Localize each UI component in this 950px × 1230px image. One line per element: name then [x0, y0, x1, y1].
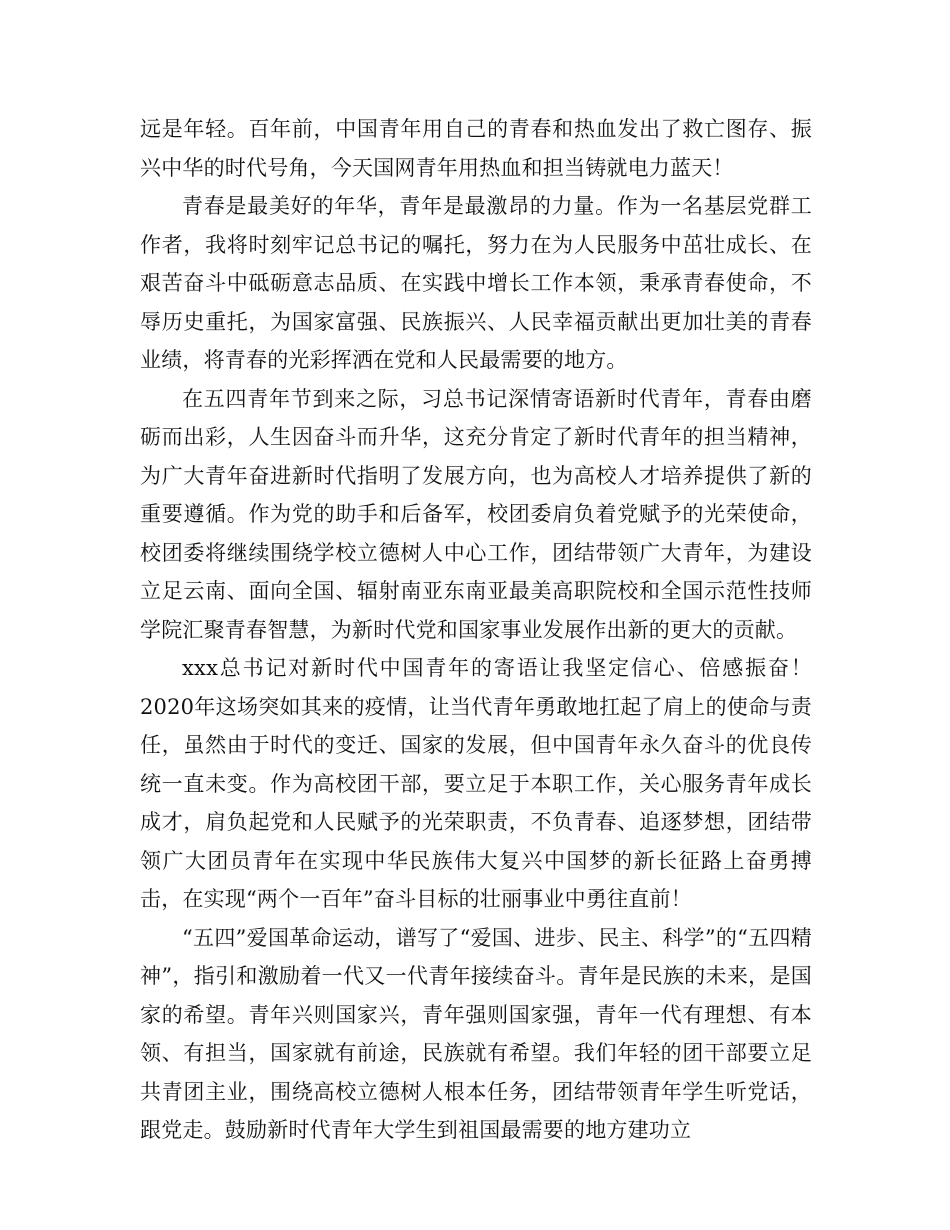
paragraph-5: “五四”爱国革命运动，谱写了“爱国、进步、民主、科学”的“五四精神”，指引和激励着一代又一代青年接续奋斗。青年是民族的未来，是国家的希望。青年兴则国家兴，青年强则国家强，青年一代有理想、有本领、有担当，国家就有前途，民族就有希望。我们年轻的团干部要立足共青团主业，围绕高校立德树人根本任务，团结带领青年学生听党话，跟党走。鼓励新时代青年大学生到祖国最需要的地方建功立: [140, 925, 812, 1142]
paragraph-4: xxx总书记对新时代中国青年的寄语让我坚定信心、倍感振奋！2020年这场突如其来的疫情，让当代青年勇敢地扛起了肩上的使命与责任，虽然由于时代的变迁、国家的发展，但中国青年永久奋斗的优良传统一直未变。作为高校团干部，要立足于本职工作，关心服务青年成长成才，肩负起党和人民赋予的光荣职责，不负青春、追逐梦想，团结带领广大团员青年在实现中华民族伟大复兴中国梦的新长征路上奋勇搏击，在实现“两个一百年”奋斗目标的壮丽事业中勇往直前！: [140, 656, 812, 911]
paragraph-1: 远是年轻。百年前，中国青年用自己的青春和热血发出了救亡图存、振兴中华的时代号角，今天国网青年用热血和担当铸就电力蓝天！: [140, 117, 812, 180]
paragraph-2: 青春是最美好的年华，青年是最激昂的力量。作为一名基层党群工作者，我将时刻牢记总书记的嘱托，努力在为人民服务中茁壮成长、在艰苦奋斗中砥砺意志品质、在实践中增长工作本领，秉承青春使命，不辱历史重托，为国家富强、民族振兴、人民幸福贡献出更加壮美的青春业绩，将青春的光彩挥洒在党和人民最需要的地方。: [140, 194, 812, 372]
paragraph-3: 在五四青年节到来之际，习总书记深情寄语新时代青年，青春由磨砺而出彩，人生因奋斗而升华，这充分肯定了新时代青年的担当精神，为广大青年奋进新时代指明了发展方向，也为高校人才培养提供了新的重要遵循。作为党的助手和后备军，校团委肩负着党赋予的光荣使命，校团委将继续围绕学校立德树人中心工作，团结带领广大青年，为建设立足云南、面向全国、辐射南亚东南亚最美高职院校和全国示范性技师学院汇聚青春智慧，为新时代党和国家事业发展作出新的更大的贡献。: [140, 386, 812, 642]
document-body: [140, 110, 812, 1150]
